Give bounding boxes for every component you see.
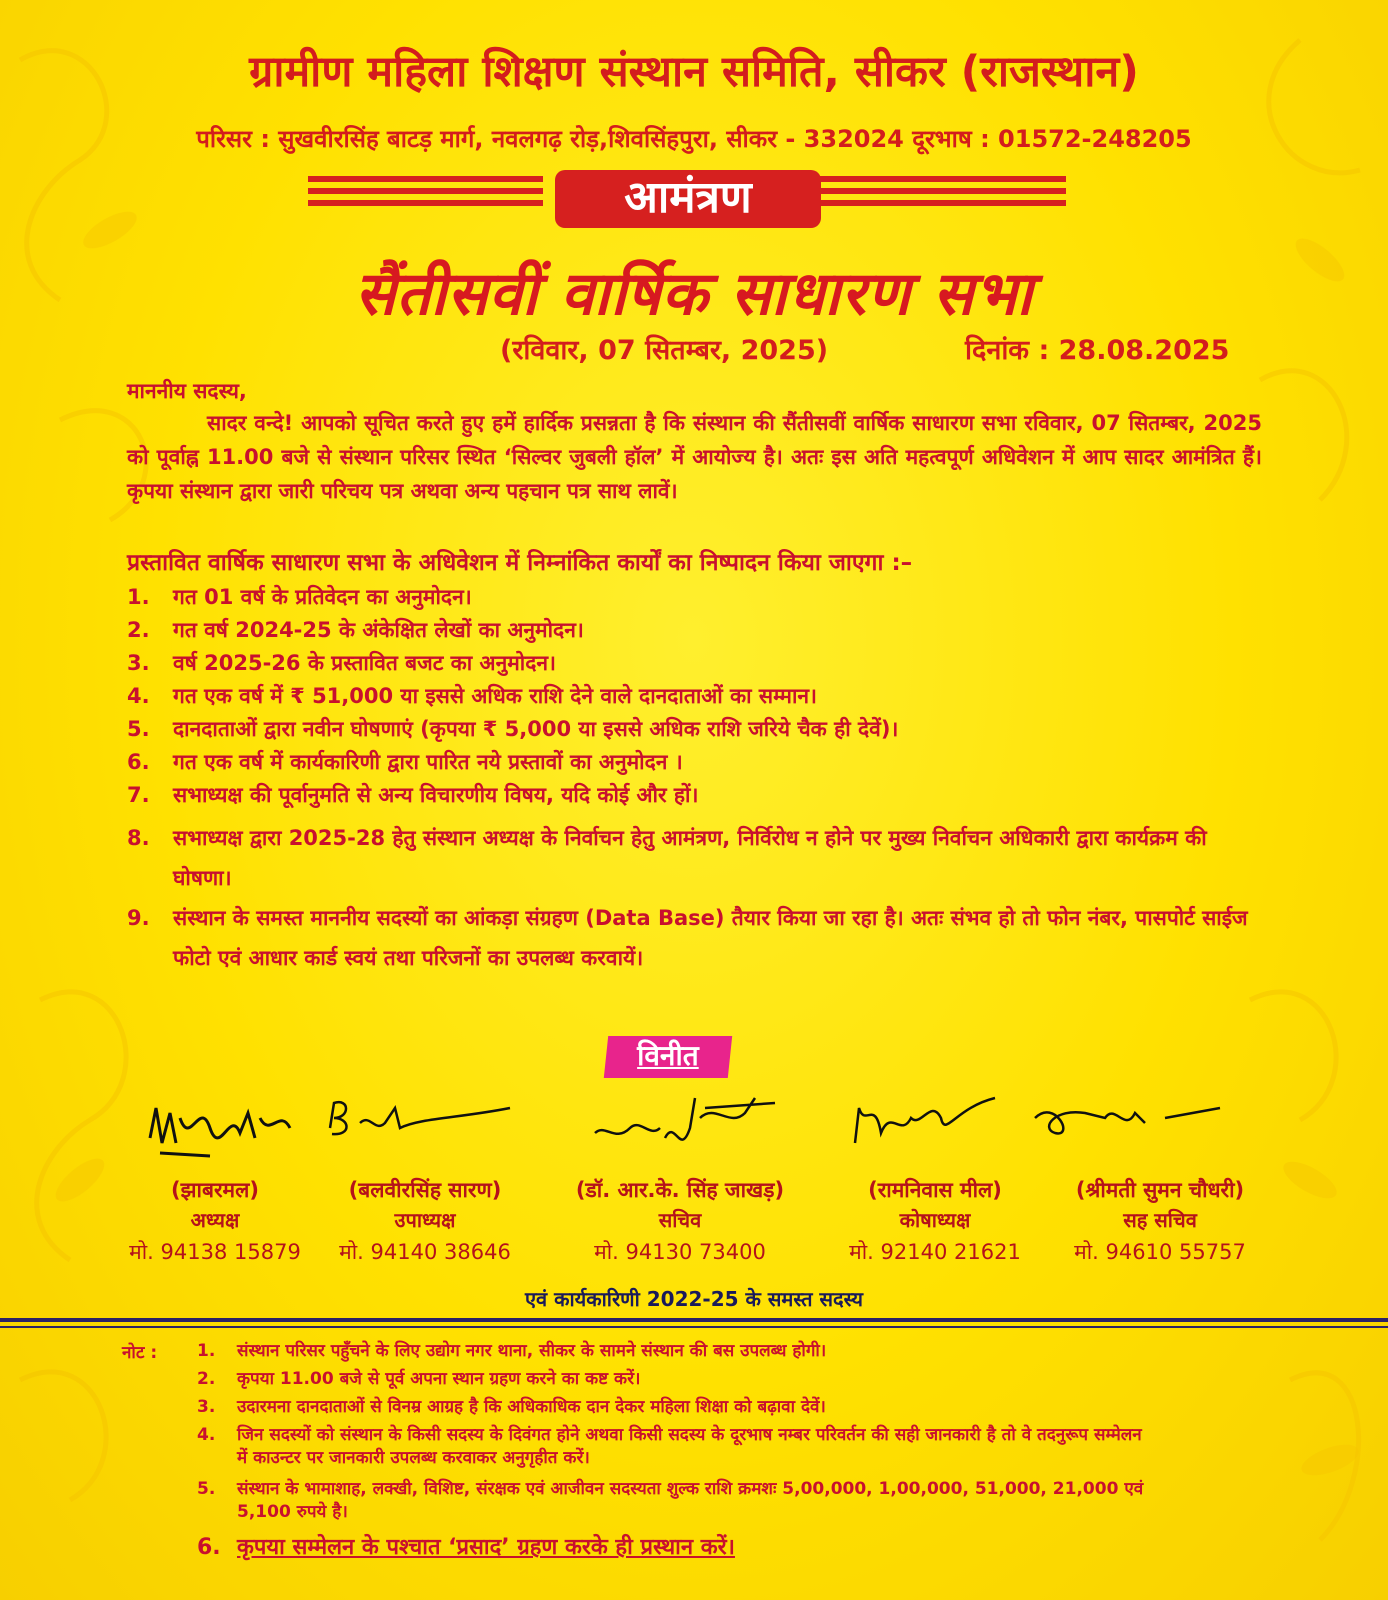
official-treasurer [815,1175,1055,1269]
invitation-paragraph: सादर वन्दे! आपको सूचित करते हुए हमें हार्दिक प्रसन्नता है कि संस्थान की सैंतीसवीं वार्षिक साधारण सभा रविवार, 07 सितम्बर, 2025 को पूर्वाह्न 11.00 बजे से संस्थान परिसर स्थित ‘सिल्वर जुबली हॉल’ में आयोज्य है। अतः इस अति महत्वपूर्ण अधिवेशन में आप सादर आमंत्रित हैं। कृपया संस्थान द्वारा जारी परिचय पत्र अथवा अन्य पहचान पत्र साथ लावें। [127,411,1262,503]
note-item-emphasis [197,1536,1157,1559]
note-number: 5. [197,1479,216,1499]
signoff-label [604,1036,732,1078]
agenda-text: गत एक वर्ष में ₹ 51,000 या इससे अधिक राशि देने वाले दानदाताओं का सम्मान। [173,684,818,708]
official-mobile: मो. 92140 21621 [849,1240,1021,1264]
meeting-title: सैंतीसवीं वार्षिक साधारण सभा [354,259,1034,329]
official-post: कोषाध्यक्ष [899,1208,971,1232]
org-title: ग्रामीण महिला शिक्षण संस्थान समिति, सीकर (राजस्थान) [249,47,1139,97]
note-number: 2. [197,1369,216,1389]
note-item [197,1478,1157,1524]
official-name: (डॉ. आर.के. सिंह जाखड़) [575,1178,785,1202]
note-item [197,1424,1157,1470]
agenda-item [127,613,1262,647]
agenda-number: 7. [127,783,150,807]
agenda-item [127,679,1262,713]
official-mobile: मो. 94130 73400 [594,1240,766,1264]
agenda-number: 8. [127,826,150,850]
official-post: उपाध्यक्ष [394,1208,456,1232]
agenda-text: गत वर्ष 2024-25 के अंकेक्षित लेखों का अनुमोदन। [173,618,584,642]
signature-president [140,1088,300,1168]
agenda-item [127,778,1262,812]
signature-treasurer [845,1088,1005,1168]
agenda-text: संस्थान के समस्त माननीय सदस्यों का आंकड़ा संग्रहण (Data Base) तैयार किया जा रहा है। अतः संभव हो तो फोन नंबर, पासपोर्ट साईज फोटो एवं आधार कार्ड स्वयं तथा परिजनों का उपलब्ध करवायें। [173,906,1248,970]
signoff-label-text: विनीत [637,1039,699,1072]
note-text: संस्थान परिसर पहुँचने के लिए उद्योग नगर थाना, सीकर के सामने संस्थान की बस उपलब्ध होगी। [237,1341,827,1361]
official-post: सचिव [658,1208,702,1232]
salutation: माननीय सदस्य, [127,379,247,403]
official-vice-president [305,1175,545,1269]
agenda-text: सभाध्यक्ष द्वारा 2025-28 हेतु संस्थान अध्यक्ष के निर्वाचन हेतु आमंत्रण, निर्विरोध न होने पर मुख्य निर्वाचन अधिकारी द्वारा कार्यक्रम की घोषणा। [173,826,1207,890]
agenda-text: सभाध्यक्ष की पूर्वानुमति से अन्य विचारणीय विषय, यदि कोई और हों। [173,783,699,807]
notes-label: नोट : [122,1343,158,1363]
official-post: सह सचिव [1123,1208,1197,1232]
agenda-text: गत 01 वर्ष के प्रतिवेदन का अनुमोदन। [173,585,472,609]
note-text: जिन सदस्यों को संस्थान के किसी सदस्य के दिवंगत होने अथवा किसी सदस्य के दूरभाष नम्बर परिवर्तन की सही जानकारी है तो वे तदनुरूप सम्मेलन में काउन्टर पर जानकारी उपलब्ध करवाकर अनुगृहीत करें। [237,1425,1142,1468]
official-mobile: मो. 94140 38646 [339,1240,511,1264]
official-mobile: मो. 94138 15879 [129,1240,301,1264]
invitation-badge: आमंत्रण [555,170,821,228]
org-address: परिसर : सुखवीरसिंह बाटड़ मार्ग, नवलगढ़ रोड़,शिवसिंहपुरा, सीकर - 332024 दूरभाष : 01572-248205 [196,125,1192,153]
agenda-number: 4. [127,684,150,708]
executive-members-line: एवं कार्यकारिणी 2022-25 के समस्त सदस्य [524,1287,863,1311]
agenda-number: 1. [127,585,150,609]
agenda-text: गत एक वर्ष में कार्यकारिणी द्वारा पारित नये प्रस्तावों का अनुमोदन । [173,750,683,774]
note-number: 6. [197,1535,221,1560]
note-text: कृपया सम्मेलन के पश्चात ‘प्रसाद’ ग्रहण करके ही प्रस्थान करें। [237,1535,735,1560]
official-name: (बलवीरसिंह सारण) [348,1178,502,1202]
note-text: उदारमना दानदाताओं से विनम्र आग्रह है कि अधिकाधिक दान देकर महिला शिक्षा को बढ़ावा देवें। [237,1397,826,1417]
signature-joint-secretary [1025,1088,1225,1168]
official-president [95,1175,335,1269]
note-number: 3. [197,1397,216,1417]
agenda-number: 3. [127,651,150,675]
note-text: कृपया 11.00 बजे से पूर्व अपना स्थान ग्रहण करने का कष्ट करें। [237,1369,641,1389]
signature-vice-president [320,1088,520,1168]
agenda-number: 5. [127,717,150,741]
letter-date: दिनांक : 28.08.2025 [965,335,1230,366]
note-text: संस्थान के भामाशाह, लक्खी, विशिष्ट, संरक्षक एवं आजीवन सदस्यता शुल्क राशि क्रमशः 5,00,000, 1,00,000, 51,000, 21,000 एवं 5,100 रुपये है। [237,1479,1144,1522]
agenda-text: दानदाताओं द्वारा नवीन घोषणाएं (कृपया ₹ 5,000 या इससे अधिक राशि जरिये चैक ही देवें)। [173,717,899,741]
agenda-item [127,898,1262,978]
meeting-day: (रविवार, 07 सितम्बर, 2025) [500,335,829,366]
official-name: (रामनिवास मील) [868,1178,1002,1202]
agenda-item [127,745,1262,779]
official-secretary [545,1175,815,1269]
official-post: अध्यक्ष [190,1208,240,1232]
agenda-text: वर्ष 2025-26 के प्रस्तावित बजट का अनुमोदन। [173,651,556,675]
divider-thick [0,1318,1388,1322]
agenda-number: 2. [127,618,150,642]
official-name: (झाबरमल) [171,1178,259,1202]
agenda-item [127,580,1262,614]
official-joint-secretary [1030,1175,1290,1269]
signature-secretary [585,1088,785,1168]
agenda-item [127,818,1262,898]
agenda-item [127,712,1262,746]
note-item [197,1396,1157,1419]
note-item [197,1340,1157,1363]
agenda-item [127,646,1262,680]
decorative-stripes-left [308,176,543,220]
note-number: 4. [197,1425,216,1445]
decorative-stripes-right [820,176,1066,220]
agenda-number: 6. [127,750,150,774]
agenda-intro: प्रस्तावित वार्षिक साधारण सभा के अधिवेशन में निम्नांकित कार्यों का निष्पादन किया जाएगा :– [127,550,913,576]
official-mobile: मो. 94610 55757 [1074,1240,1246,1264]
note-number: 1. [197,1341,216,1361]
agenda-number: 9. [127,906,150,930]
note-item [197,1368,1157,1391]
official-name: (श्रीमती सुमन चौधरी) [1075,1178,1245,1202]
divider-thin [0,1326,1388,1328]
